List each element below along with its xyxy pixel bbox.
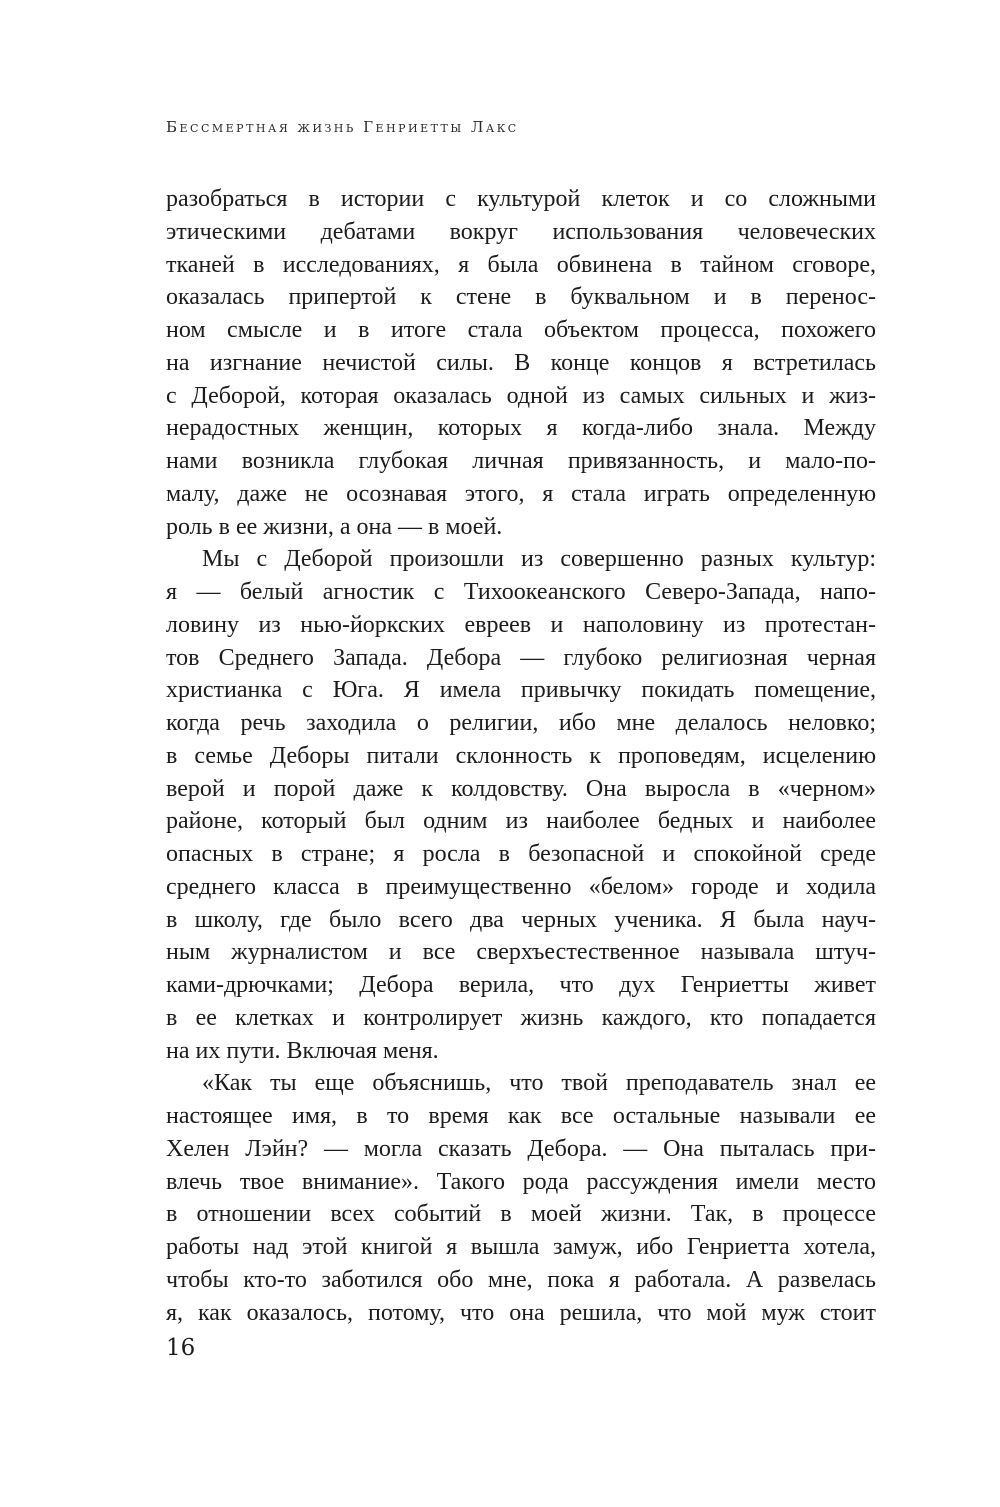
text-line: Мы с Деборой произошли из совершенно разных культур: <box>202 546 876 573</box>
text-line: влечь твое внимание». Такого рода рассуждения имели место <box>166 1168 876 1195</box>
text-line: роль в ее жизни, а она — в моей. <box>166 513 503 540</box>
text-line: ном смысле и в итоге стала объектом процесса, похожего <box>166 317 876 343</box>
text-line: ловину из нью-йоркских евреев и наполовину из протестан- <box>166 611 876 638</box>
text-line: на их пути. Включая меня. <box>166 1037 439 1064</box>
text-line: оказалась припертой к стене в буквальном и в перенос- <box>166 284 876 311</box>
text-line: когда речь заходила о религии, ибо мне делалось неловко; <box>166 710 876 736</box>
text-line: в семье Деборы питали склонность к проповедям, исцелению <box>166 742 876 769</box>
text-line: в ее клетках и контролирует жизнь каждого, кто попадается <box>166 1004 876 1031</box>
text-line: я, как оказалось, потому, что она решила, что мой муж стоит <box>166 1299 876 1326</box>
text-line: на изгнание нечистой силы. В конце концов я встретилась <box>166 349 876 376</box>
text-line: в школу, где было всего два черных ученика. Я была науч- <box>166 906 876 933</box>
body-text <box>166 183 876 1329</box>
text-line: ками-дрючками; Дебора верила, что дух Генриетты живет <box>166 972 876 998</box>
text-line: в отношении всех событий в моей жизни. Так, в процессе <box>166 1201 876 1228</box>
text-line: христианка с Юга. Я имела привычку покидать помещение, <box>166 677 876 704</box>
text-line: с Деборой, которая оказалась одной из самых сильных и жиз- <box>166 382 876 409</box>
running-head: Бессмертная жизнь Генриетты Лакс <box>166 118 519 136</box>
text-line: тов Среднего Запада. Дебора — глубоко религиозная черная <box>166 644 876 671</box>
text-line: верой и порой даже к колдовству. Она выросла в «черном» <box>166 775 876 802</box>
text-line: опасных в стране; я росла в безопасной и спокойной среде <box>166 841 876 867</box>
text-line: среднего класса в преимущественно «белом» городе и ходила <box>166 873 876 900</box>
text-line: я — белый агностик с Тихоокеанского Северо-Запада, напо- <box>166 579 876 605</box>
text-line: этическими дебатами вокруг использования человеческих <box>166 218 876 245</box>
page-number: 16 <box>166 1335 196 1361</box>
text-line: нерадостных женщин, которых я когда-либо знала. Между <box>166 415 876 442</box>
text-line: нами возникла глубокая личная привязанность, и мало-по- <box>166 448 876 474</box>
text-line: чтобы кто-то заботился обо мне, пока я работала. А развелась <box>166 1266 876 1293</box>
text-line: работы над этой книгой я вышла замуж, ибо Генриетта хотела, <box>166 1234 876 1260</box>
text-line: малу, даже не осознавая этого, я стала играть определенную <box>166 480 876 507</box>
text-line: Хелен Лэйн? — могла сказать Дебора. — Она пыталась при- <box>166 1135 876 1162</box>
text-line: ным журналистом и все сверхъестественное называла штуч- <box>166 939 876 966</box>
text-line: «Как ты еще объяснишь, что твой преподаватель знал ее <box>202 1070 876 1097</box>
text-line: районе, который был одним из наиболее бедных и наиболее <box>166 808 876 835</box>
text-line: тканей в исследованиях, я была обвинена в тайном сговоре, <box>166 251 876 278</box>
text-line: настоящее имя, в то время как все остальные называли ее <box>166 1103 876 1129</box>
text-line: разобраться в истории с культурой клеток и со сложными <box>166 186 876 212</box>
